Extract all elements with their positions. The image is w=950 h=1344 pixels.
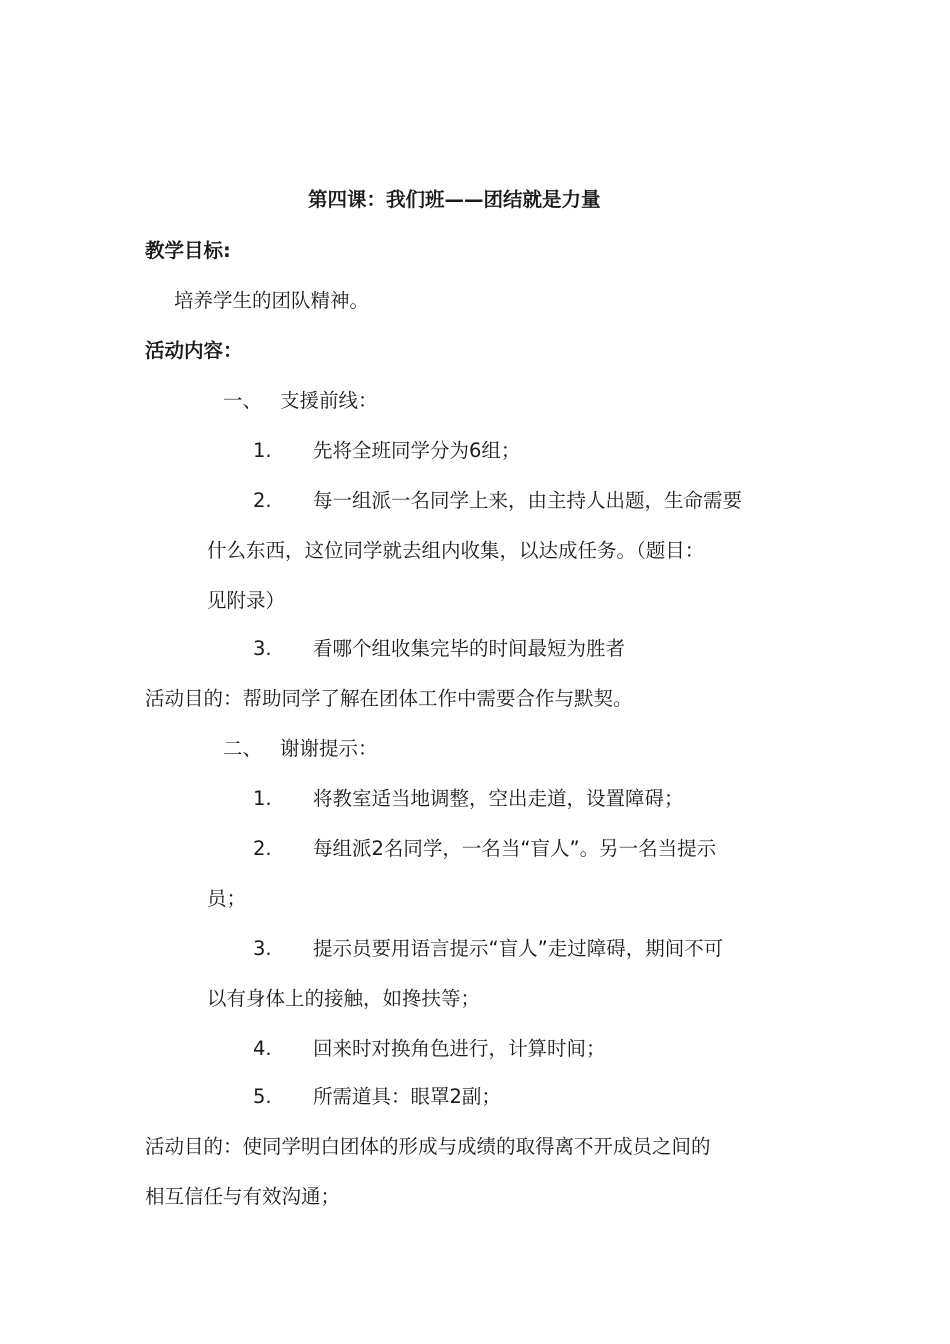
objective-text: 培养学生的团队精神。 (174, 289, 370, 312)
activity-2-step-2-num: 2. (253, 837, 272, 860)
activity-1-step-2-num: 2. (253, 489, 272, 512)
activity-1-step-2-text-cont2: 见附录） (207, 589, 286, 612)
lesson-title: 第四课：我们班——团结就是力量 (308, 188, 601, 211)
activity-1-step-1-text: 先将全班同学分为6组； (313, 439, 521, 462)
activity-2-step-1-text: 将教室适当地调整，空出走道，设置障碍； (313, 787, 684, 810)
activity-2-step-3-text-cont: 以有身体上的接触，如搀扶等； (207, 987, 481, 1010)
activity-1-step-3-num: 3. (253, 637, 272, 660)
activity-2-step-4-num: 4. (253, 1037, 272, 1060)
content-heading: 活动内容： (145, 339, 243, 362)
activity-2-step-3-text: 提示员要用语言提示“盲人”走过障碍，期间不可 (313, 937, 724, 960)
activity-2-step-4-text: 回来时对换角色进行，计算时间； (313, 1037, 606, 1060)
activity-2-marker: 二、 (223, 737, 263, 760)
activity-2-step-2-text-cont: 员； (207, 887, 247, 910)
objective-heading: 教学目标: (145, 239, 231, 262)
activity-1-step-2-text-cont: 什么东西，这位同学就去组内收集，以达成任务。（题目： (207, 539, 705, 562)
activity-2-title: 谢谢提示： (280, 737, 378, 760)
activity-1-step-2-text: 每一组派一名同学上来，由主持人出题，生命需要 (313, 489, 743, 512)
activity-2-step-5-text: 所需道具：眼罩2副； (313, 1085, 501, 1108)
activity-1-title: 支援前线： (280, 389, 378, 412)
activity-2-purpose: 活动目的：使同学明白团体的形成与成绩的取得离不开成员之间的 (145, 1135, 711, 1158)
activity-2-step-1-num: 1. (253, 787, 272, 810)
activity-2-step-5-num: 5. (253, 1085, 272, 1108)
activity-1-purpose: 活动目的：帮助同学了解在团体工作中需要合作与默契。 (145, 687, 633, 710)
activity-2-step-3-num: 3. (253, 937, 272, 960)
activity-2-step-2-text: 每组派2名同学，一名当“盲人”。另一名当提示 (313, 837, 717, 860)
activity-1-marker: 一、 (223, 389, 263, 412)
activity-1-step-1-num: 1. (253, 439, 272, 462)
activity-2-purpose-cont: 相互信任与有效沟通； (145, 1185, 341, 1208)
activity-1-step-3-text: 看哪个组收集完毕的时间最短为胜者 (313, 637, 626, 660)
